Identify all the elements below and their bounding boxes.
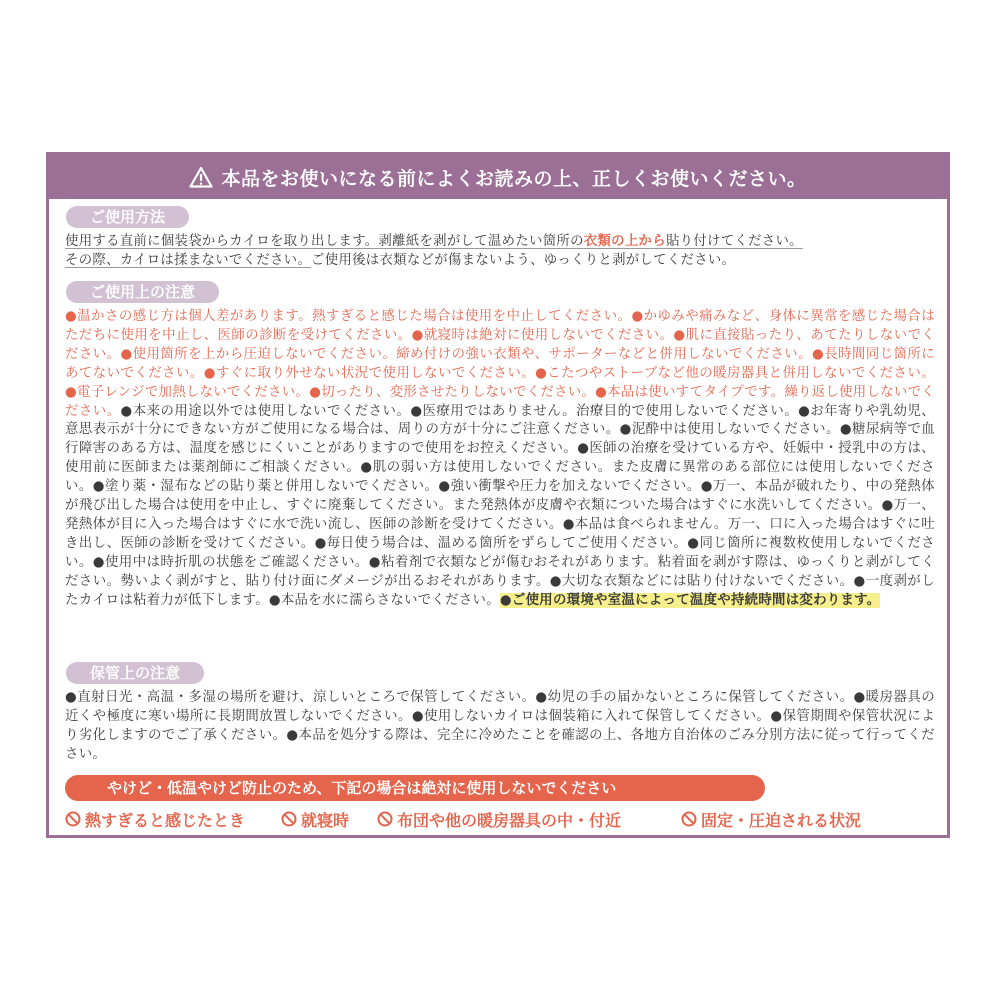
forbid-item-too-hot: [65, 808, 245, 830]
storage-heading: 保管上の注意: [66, 662, 204, 684]
forbid-label: 就寝時: [301, 810, 350, 830]
usage-text: [65, 233, 935, 271]
cautions-text: [65, 308, 935, 611]
usage-line1-a: 使用する直前に個装袋からカイロを取り出します。剥離紙を剥がして温めたい箇所の: [65, 234, 584, 249]
usage-line1-red: 衣類の上から: [583, 234, 666, 249]
header-banner: [49, 155, 947, 199]
instructions-card: [46, 152, 950, 838]
warning-icon: [189, 166, 213, 188]
cautions-highlight-text: ●ご使用の環境や室温によって温度や持続時間は変わります。: [499, 592, 881, 608]
usage-line2-a: その際、カイロは揉まないでください。: [65, 252, 312, 268]
prohibited-icon: [681, 811, 697, 827]
forbid-label: 固定・圧迫される状況: [701, 810, 862, 830]
burn-warning-bar: やけど・低温やけど防止のため、下記の場合は絶対に使用しないでください: [65, 775, 765, 801]
forbid-item-bedding-heater: [377, 808, 621, 830]
usage-line1-b: 貼り付けてください。: [665, 234, 803, 249]
forbid-item-pressure: [681, 808, 861, 830]
cautions-red-text: ●温かさの感じ方は個人差があります。熱すぎると感じた場合は使用を中止してください。●かゆみや痛みなど、身体に異常を感じた場合はただちに使用を中止し、医師の診断を受けてください。●就寝時は絶対に使用しないでください。●肌に直接貼ったり、あてたりしないでください。●使用箇所を上から圧迫しないでください。締め付けの強い衣類や、サポーターなどと併用しないでください。●長時間同じ箇所にあてないでください。●すぐに取り外せない状況で使用しないでください。●こたつやストーブなど他の暖房器具と併用しないでください。●電子レンジで加熱しないでください。●切ったり、変形させたりしないでください。●本品は使いすてタイプです。繰り返し使用しないでください。: [65, 309, 935, 419]
prohibited-icon: [281, 811, 297, 827]
banner-title: 本品をお使いになる前によくお読みの上、正しくお使いください。: [221, 167, 807, 190]
forbid-label: 布団や他の暖房器具の中・付近: [397, 810, 622, 830]
cautions-normal-text: ●本来の用途以外では使用しないでください。●医療用ではありません。治療目的で使用しないでください。●お年寄りや乳幼児、意思表示が十分にできない方がご使用になる場合は、周りの方が十分にご注意ください。●泥酔中は使用しないでください。●糖尿病等で血行障害のある方は、温度を感じにくいことがありますので使用をお控えください。●医師の治療を受けている方や、妊娠中・授乳中の方は、使用前に医師または薬剤師にご相談ください。●肌の弱い方は使用しないでください。また皮膚に異常のある部位には使用しないでください。●塗り薬・湿布などの貼り薬と併用しないでください。●強い衝撃や圧力を加えないでください。●万一、本品が破れたり、中の発熱体が飛び出した場合は使用を中止し、すぐに廃棄してください。また発熱体が皮膚や衣類についた場合はすぐに水洗いしてください。●万一、発熱体が目に入った場合はすぐに水で洗い流し、医師の診断を受けてください。●本品は食べられません。万一、口に入った場合はすぐに吐き出し、医師の診断を受けてください。●毎日使う場合は、温める箇所をずらしてご使用ください。●同じ箇所に複数枚使用しないでください。●使用中は時折肌の状態をご確認ください。●粘着剤で衣類などが傷むおそれがあります。粘着面を剥がす際は、ゆっくりと剥がしてください。勢いよく剥がすと、貼り付け面にダメージが出るおそれがあります。●大切な衣類などには貼り付けないでください。●一度剥がしたカイロは粘着力が低下します。●本品を水に濡らさないでください。: [65, 403, 935, 608]
prohibited-icon: [65, 811, 81, 827]
prohibited-icon: [377, 811, 393, 827]
usage-line2-b: ご使用後は衣類などが傷まないよう、ゆっくりと剥がしてください。: [311, 252, 736, 268]
storage-text: ●直射日光・高温・多湿の場所を避け、涼しいところで保管してください。●幼児の手の届かないところに保管してください。●暖房器具の近くや極度に寒い場所に長期間放置しないでください。●使用しないカイロは個装箱に入れて保管してください。●保管期間や保管状況により劣化しますのでご了承ください。●本品を処分する際は、完全に冷めたことを確認の上、各地方自治体のごみ分別方法に従って行ってください。: [65, 690, 935, 762]
forbid-item-sleeping: [281, 808, 349, 830]
cautions-heading: ご使用上の注意: [66, 281, 219, 303]
forbid-label: 熱すぎると感じたとき: [85, 810, 246, 830]
usage-heading: ご使用方法: [66, 206, 189, 228]
